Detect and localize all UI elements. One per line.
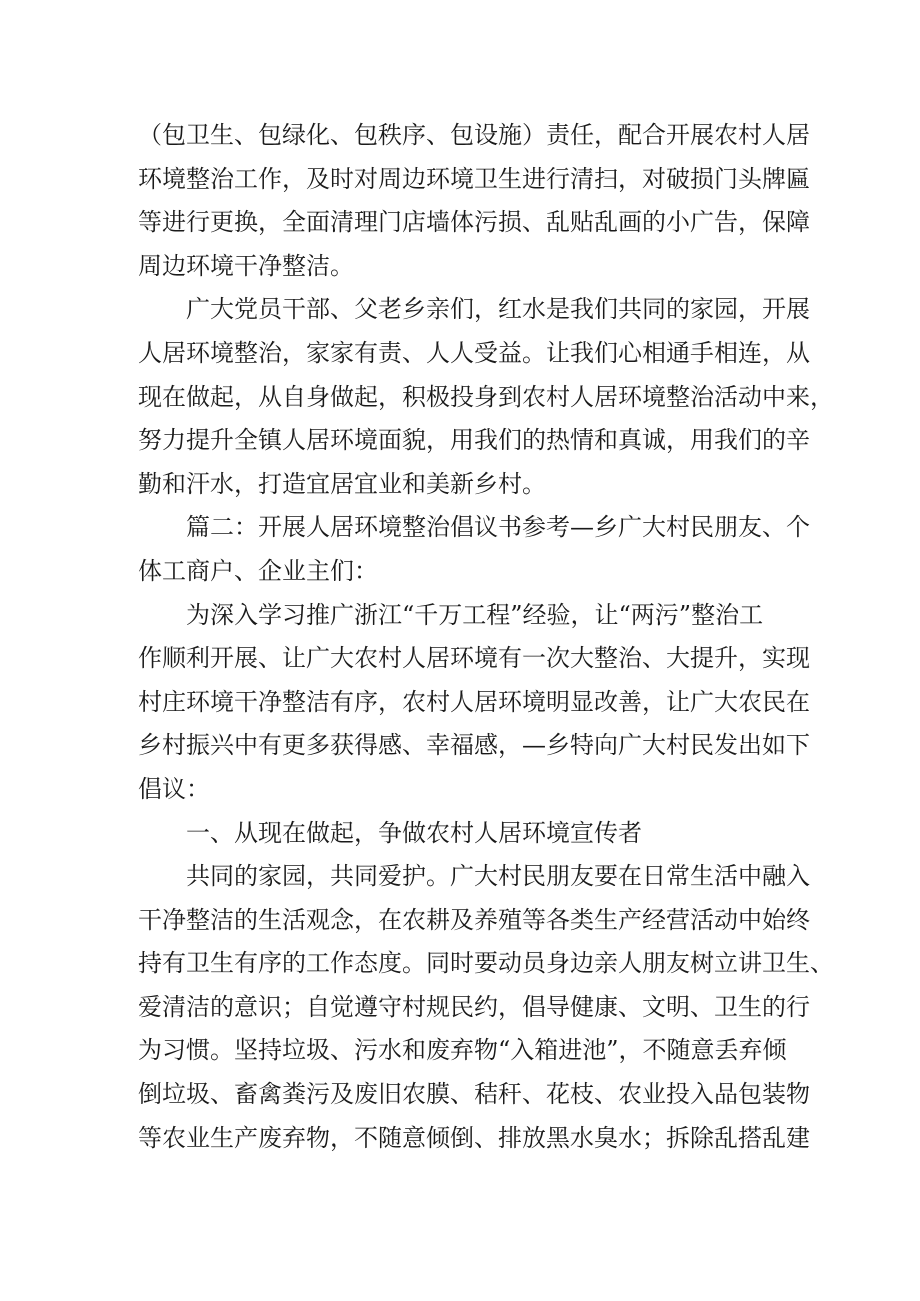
text-line: 环境整治工作，及时对周边环境卫生进行清扫，对破损门头牌匾 bbox=[138, 164, 810, 193]
text-line: 体工商户、企业主们： bbox=[138, 556, 378, 585]
text-line: 共同的家园，共同爱护。广大村民朋友要在日常生活中融入 bbox=[138, 862, 810, 891]
text-line: 作顺利开展、让广大农村人居环境有一次大整治、大提升，实现 bbox=[138, 644, 810, 673]
text-line: 一、从现在做起，争做农村人居环境宣传者 bbox=[138, 818, 642, 847]
text-line: 干净整洁的生活观念，在农耕及养殖等各类生产经营活动中始终 bbox=[138, 905, 810, 934]
text-line: 人居环境整治，家家有责、人人受益。让我们心相通手相连，从 bbox=[138, 338, 810, 367]
text-line: 现在做起，从自身做起，积极投身到农村人居环境整治活动中来， bbox=[138, 382, 834, 411]
text-line: 爱清洁的意识；自觉遵守村规民约，倡导健康、文明、卫生的行 bbox=[138, 992, 810, 1021]
text-line: 努力提升全镇人居环境面貌，用我们的热情和真诚，用我们的辛 bbox=[138, 426, 810, 455]
text-line: 倒垃圾、畜禽粪污及废旧农膜、秸秆、花枝、农业投入品包装物 bbox=[138, 1080, 810, 1109]
document-body bbox=[138, 114, 834, 1160]
text-line: 倡议： bbox=[138, 774, 210, 803]
text-line: 为习惯。坚持垃圾、污水和废弃物“入箱进池”，不随意丢弃倾 bbox=[138, 1036, 787, 1065]
text-line: 持有卫生有序的工作态度。同时要动员身边亲人朋友树立讲卫生、 bbox=[138, 949, 834, 978]
text-line: 等进行更换，全面清理门店墙体污损、乱贴乱画的小广告，保障 bbox=[138, 208, 810, 237]
text-line: 周边环境干净整洁。 bbox=[138, 251, 354, 280]
text-line: 广大党员干部、父老乡亲们，红水是我们共同的家园，开展 bbox=[138, 295, 810, 324]
text-line: 村庄环境干净整洁有序，农村人居环境明显改善，让广大农民在 bbox=[138, 687, 810, 716]
text-line: （包卫生、包绿化、包秩序、包设施）责任，配合开展农村人居 bbox=[138, 121, 810, 149]
text-line: 乡村振兴中有更多获得感、幸福感，—乡特向广大村民发出如下 bbox=[138, 731, 810, 760]
text-line: 勤和汗水，打造宜居宜业和美新乡村。 bbox=[138, 469, 546, 498]
text-line: 篇二：开展人居环境整治倡议书参考—乡广大村民朋友、个 bbox=[138, 513, 810, 542]
text-line: 为深入学习推广浙江“千万工程”经验，让“两污”整治工 bbox=[138, 600, 764, 629]
text-line: 等农业生产废弃物，不随意倾倒、排放黑水臭水；拆除乱搭乱建 bbox=[138, 1123, 810, 1152]
